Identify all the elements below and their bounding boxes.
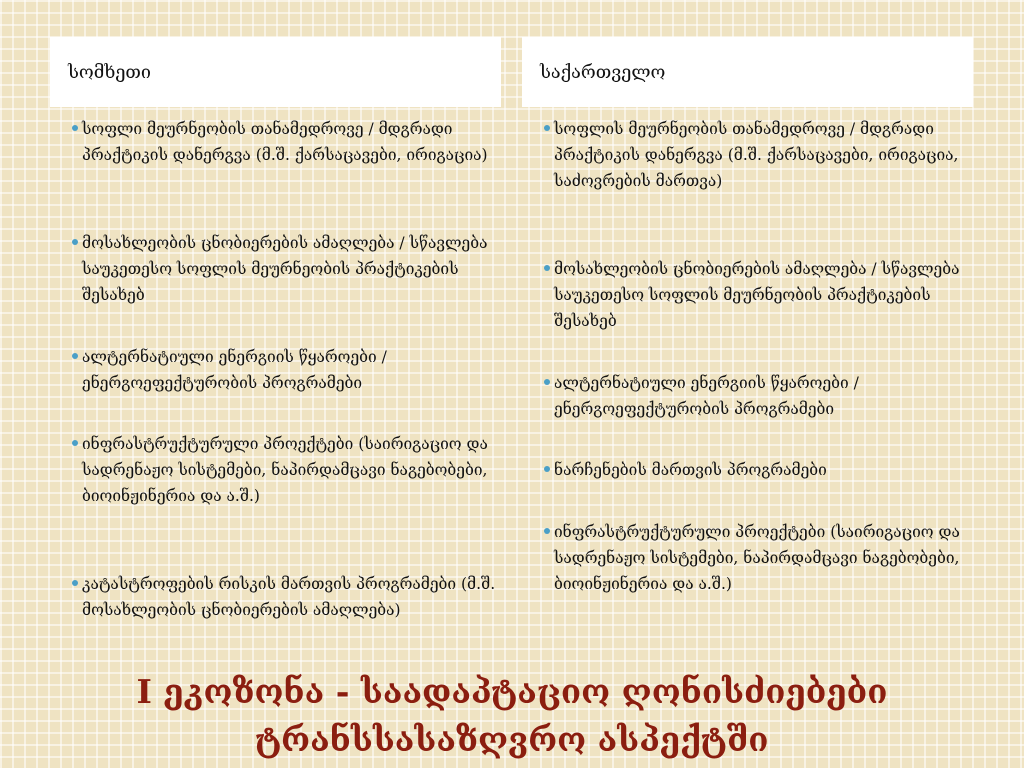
slide-title — [0, 668, 1024, 764]
list-item: მოსახლეობის ცნობიერების ამაღლება / სწავლება საუკეთესო სოფლის მეურნეობის პრაქტიკების შესახებ — [522, 256, 982, 334]
slide-title-line-1: I ეკოზონა - საადაპტაციო ღონისძიებები — [136, 672, 888, 711]
bullet-icon — [72, 239, 78, 245]
bullet-icon — [72, 125, 78, 131]
bullet-icon — [544, 466, 550, 472]
list-item: კატასტროფების რისკის მართვის პროგრამები (მ.შ. მოსახლეობის ცნობიერების ამაღლება) — [50, 571, 510, 623]
list-item: სოფლის მეურნეობის თანამედროვე / მდგრადი პრაქტიკის დანერგვა (მ.შ. ქარსაცავები, ირიგაცია, საძოვრების მართვა) — [522, 116, 982, 194]
list-item: მოსახლეობის ცნობიერების ამაღლება / სწავლება საუკეთესო სოფლის მეურნეობის პრაქტიკების შესახებ — [50, 230, 510, 308]
list-item: სოფლი მეურნეობის თანამედროვე / მდგრადი პრაქტიკის დანერგვა (მ.შ. ქარსაცავები, ირიგაცია) — [50, 116, 510, 168]
armenia-column-header — [50, 37, 501, 107]
georgia-column-header — [522, 37, 973, 107]
list-item: ინფრასტრუქტურული პროექტები (საირიგაციო და სადრენაჟო სისტემები, ნაპირდამცავი ნაგებობები, ბიოინჟინერია და ა.შ.) — [522, 519, 982, 597]
list-item: ინფრასტრუქტურული პროექტები (საირიგაციო და სადრენაჟო სისტემები, ნაპირდამცავი ნაგებობები, ბიოინჟინერია და ა.შ.) — [50, 431, 510, 509]
list-item: ალტერნატიული ენერგიის წყაროები / ენერგოეფექტურობის პროგრამები — [50, 344, 510, 396]
bullet-icon — [72, 580, 78, 586]
armenia-header-label: სომხეთი — [68, 61, 152, 83]
bullet-icon — [544, 265, 550, 271]
bullet-icon — [544, 379, 550, 385]
georgia-header-label: საქართველო — [540, 61, 666, 83]
bullet-icon — [544, 125, 550, 131]
list-item: ალტერნატიული ენერგიის წყაროები / ენერგოეფექტურობის პროგრამები — [522, 370, 982, 422]
bullet-icon — [72, 353, 78, 359]
bullet-icon — [72, 440, 78, 446]
list-item: ნარჩენების მართვის პროგრამები — [522, 457, 982, 483]
bullet-icon — [544, 528, 550, 534]
slide-title-line-2: ტრანსსასაზღვრო ასპექტში — [255, 720, 769, 759]
